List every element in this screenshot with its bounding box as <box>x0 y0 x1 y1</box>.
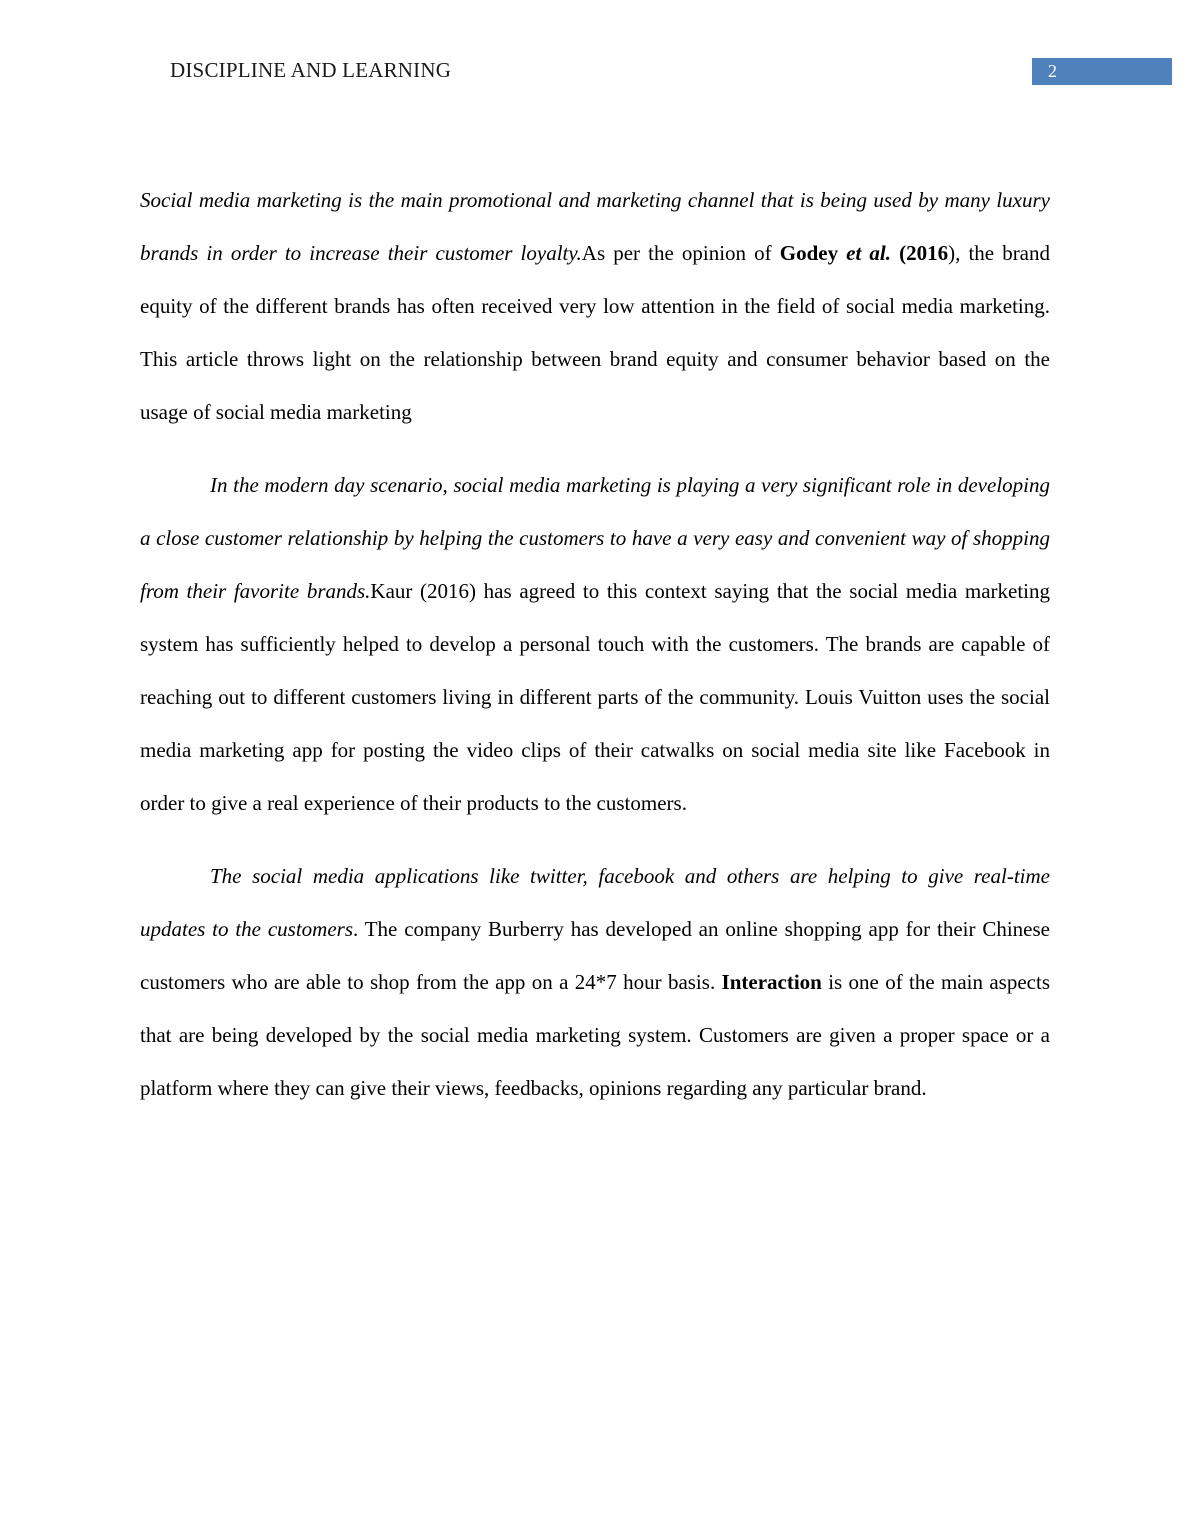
page-number-badge <box>1032 58 1172 85</box>
text-run: (2016 <box>891 241 949 265</box>
text-run: Social media marketing is the main promotional and marketing channel that is being used by many luxury brands in order to increase their customer loyalty. <box>140 188 1050 265</box>
text-run: Godey <box>779 241 847 265</box>
text-run: In the modern day scenario, social media marketing is playing a very significant role in developing a close customer relationship by helping the customers to have a very easy and convenient way of shopping from their favorite brands. <box>140 473 1050 603</box>
page-number: 2 <box>1048 61 1057 81</box>
paragraph-2 <box>140 459 1050 830</box>
page-header <box>140 58 1057 86</box>
text-run: Interaction <box>721 970 822 994</box>
text-run: is one of the main aspects that are being developed by the social media marketing system. Customers are given a proper space or a platform where they can give their views, feedbacks, opinions regarding any particular brand. <box>140 970 1050 1100</box>
text-run: et al. <box>846 241 892 265</box>
text-run: As per the opinion of <box>581 241 780 265</box>
running-head: DISCIPLINE AND LEARNING <box>170 58 452 82</box>
paragraph-1 <box>140 174 1050 439</box>
paragraph-3 <box>140 850 1050 1115</box>
document-body <box>140 174 1050 1115</box>
text-run: ), the brand equity of the different brands has often received very low attention in the field of social media marketing. This article throws light on the relationship between brand equity and consumer behavior based on the usage of social media marketing <box>140 241 1051 424</box>
text-run: The social media applications like twitter, facebook and others are helping to give real-time updates to the customers <box>140 864 1050 941</box>
text-run: . The company Burberry has developed an online shopping app for their Chinese customers who are able to shop from the app on a 24*7 hour basis. <box>140 917 1050 994</box>
text-run: Kaur (2016) has agreed to this context saying that the social media marketing system has sufficiently helped to develop a personal touch with the customers. The brands are capable of reaching out to different customers living in different parts of the community. Louis Vuitton uses the social media marketing app for posting the video clips of their catwalks on social media site like Facebook in order to give a real experience of their products to the customers. <box>140 579 1051 815</box>
